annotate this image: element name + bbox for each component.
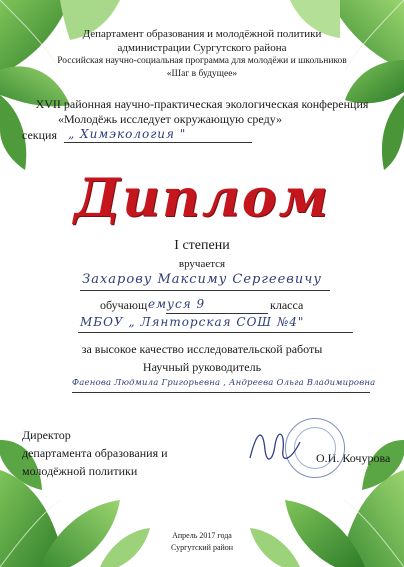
conference-subtitle: «Молодёжь исследует окружающую среду» [58, 112, 282, 126]
degree: I степени [174, 238, 230, 253]
diploma-title: Диплом [73, 168, 331, 229]
header-line-2: администрации Сургутского района [117, 42, 287, 54]
recipient-underline [80, 290, 330, 291]
footer-date: Апрель 2017 года [172, 531, 232, 540]
header-line-1: Департамент образования и молодёжной политики [82, 28, 322, 40]
section-label: секция [22, 128, 57, 142]
handwritten-signature [245, 420, 305, 470]
class-label: класса [270, 298, 304, 312]
awarded-label: вручается [178, 258, 226, 270]
signer-name: О.И. Кочурова [316, 451, 391, 465]
footer-place: Сургутский район [170, 543, 234, 552]
supervisor-underline [72, 392, 370, 393]
section-underline [64, 142, 252, 143]
signer-title-1: Директор [22, 428, 71, 442]
supervisor-names: Фаенова Людмила Григорьевна , Андреева Ольга Владимировна [72, 378, 376, 388]
recipient-name: Захарову Максиму Сергеевичу [82, 272, 322, 287]
supervisor-label: Научный руководитель [142, 360, 262, 374]
class-value: емуся 9 [148, 297, 206, 311]
school-value: МБОУ „ Лянторская СОШ №4" [80, 315, 305, 329]
reason-text: за высокое качество исследовательской работы [81, 342, 323, 356]
conference-title: XVII районная научно-практическая экологическая конференция [35, 97, 369, 111]
class-underline [166, 313, 268, 314]
header-line-3: Российская научно-социальная программа для молодёжи и школьников [57, 56, 347, 66]
school-underline [78, 332, 353, 333]
student-label: обучающ [100, 298, 148, 312]
header-line-4: «Шаг в будущее» [166, 69, 238, 79]
section-value: „ Химэкология " [68, 127, 187, 141]
signer-title-3: молодёжной политики [22, 464, 138, 478]
signer-title-2: департамента образования и [22, 446, 168, 460]
